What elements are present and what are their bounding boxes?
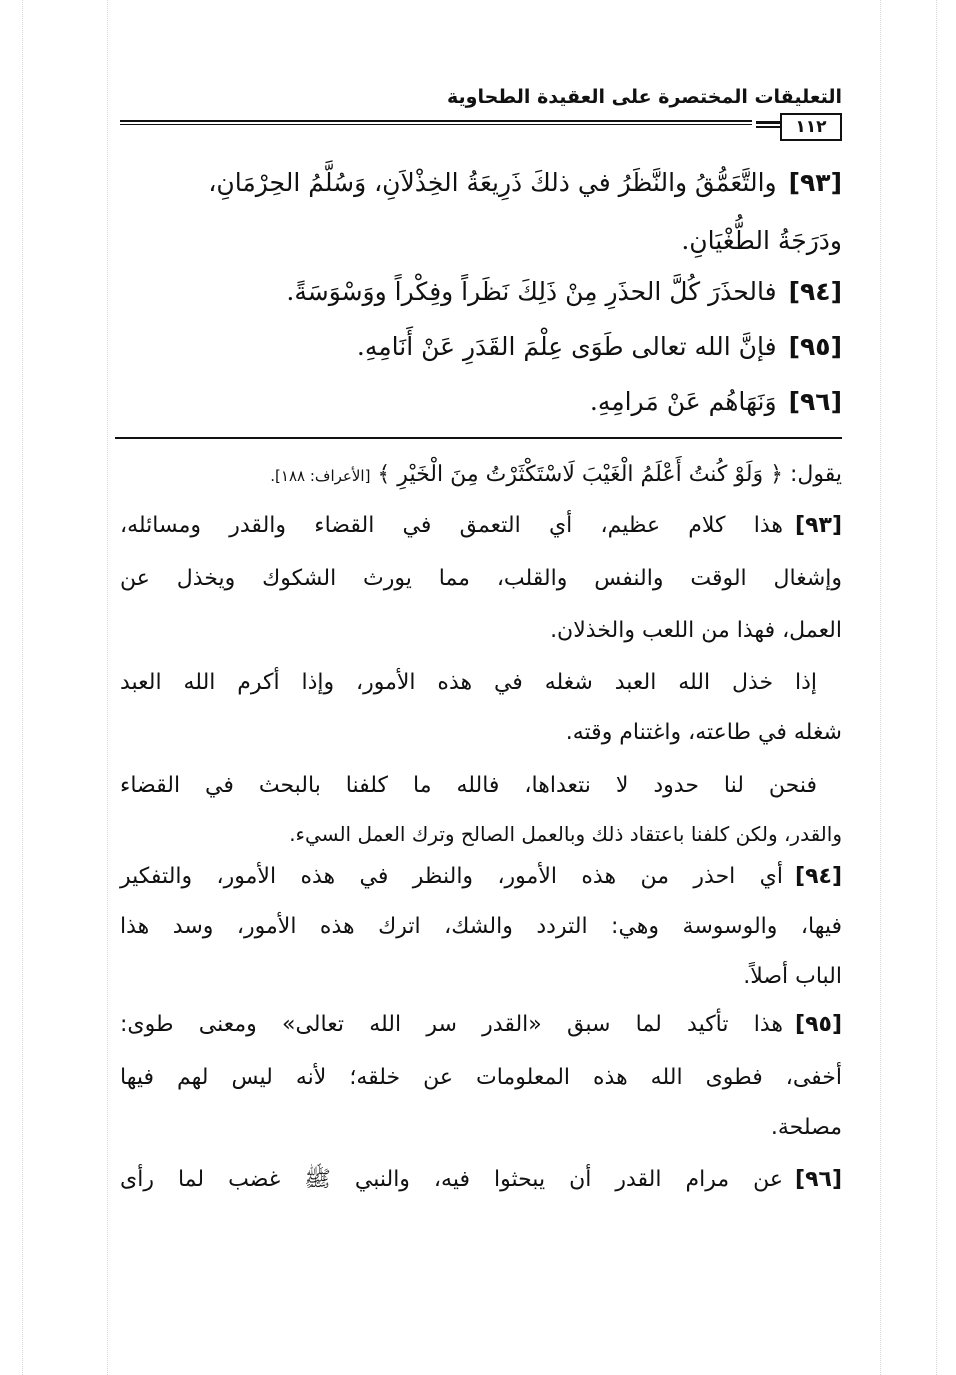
- commentary-line: فيها، والوسوسة وهي: التردد والشك، اترك هذه الأمور، وسد هذا: [120, 914, 842, 939]
- paragraph-number: [٩٣]: [795, 513, 842, 538]
- commentary-line: العمل، فهذا من اللعب والخذلان.: [550, 618, 842, 643]
- commentary-line: أخفى، فطوى الله هذه المعلومات عن خلقه؛ لأنه ليس لهم فيها: [120, 1065, 842, 1090]
- commentary-line: إذا خذل الله العبد شغله في هذه الأمور، وإذا أكرم الله العبد: [120, 670, 817, 695]
- matn-line: [٩٣]والتَّعَمُّقُ والنَّظَرُ في ذلكَ ذَرِيعَةُ الخِذْلاَنِ، وَسُلَّمُ الحِرْمَانِ،: [208, 168, 842, 197]
- paragraph-number: [٩٦]: [795, 1167, 842, 1192]
- paragraph-number: [٩٥]: [795, 1012, 842, 1037]
- scan-guide-line: [107, 0, 108, 1375]
- paragraph-number: [٩٣]: [788, 168, 842, 197]
- paragraph-number: [٩٤]: [795, 864, 842, 889]
- commentary-line: وإشغال الوقت والنفس والقلب، مما يورث الشكوك ويخذل عن: [120, 566, 842, 591]
- commentary-line: [٩٤]أي احذر من هذه الأمور، والنظر في هذه الأمور، والتفكير: [120, 864, 842, 889]
- scan-guide-line: [22, 0, 23, 1375]
- matn-line: [٩٦]وَنَهَاهُم عَنْ مَرامِهِ.: [589, 387, 842, 416]
- commentary-section: [120, 458, 842, 1358]
- scan-guide-line: [880, 0, 881, 1375]
- matn-line: ودَرَجَةُ الطُّغْيَانِ.: [681, 226, 842, 255]
- matn-section: [120, 160, 842, 430]
- header-rule: [120, 120, 752, 125]
- matn-line: [٩٤]فالحذَرَ كُلَّ الحذَرِ مِنْ ذَلِكَ نَظَراً وفِكْراً ووَسْوَسَةً.: [286, 277, 842, 306]
- header-dash: [756, 121, 780, 128]
- paragraph-number: [٩٦]: [788, 387, 842, 416]
- commentary-line: [٩٣]هذا كلام عظيم، أي التعمق في القضاء والقدر ومسائله،: [120, 513, 842, 538]
- commentary-line: الباب أصلاً.: [743, 964, 842, 989]
- paragraph-number: [٩٥]: [788, 332, 842, 361]
- commentary-line: فنحن لنا حدود لا نتعداها، فالله ما كلفنا بالبحث في القضاء: [120, 773, 817, 798]
- paragraph-number: [٩٤]: [788, 277, 842, 306]
- verse-reference: [الأعراف: ١٨٨].: [270, 467, 371, 485]
- quran-verse: ﴿ وَلَوْ كُنتُ أَعْلَمُ الْغَيْبَ لَاسْتَكْثَرْتُ مِنَ الْخَيْرِ ﴾: [377, 462, 783, 487]
- matn-line: [٩٥]فإنَّ الله تعالى طَوَى عِلْمَ القَدَرِ عَنْ أَنَامِهِ.: [356, 332, 842, 361]
- commentary-line: مصلحة.: [770, 1115, 842, 1140]
- commentary-line: شغله في طاعته، واغتنام وقته.: [565, 720, 842, 745]
- commentary-line: والقدر، ولكن كلفنا باعتقاد ذلك وبالعمل الصالح وترك العمل السيء.: [289, 822, 842, 846]
- running-header: [120, 82, 842, 142]
- commentary-line: [٩٥]هذا تأكيد لما سبق «القدر سر الله تعالى» ومعنى طوى:: [120, 1012, 842, 1037]
- section-separator: [115, 437, 842, 439]
- scan-guide-line: [936, 0, 937, 1375]
- book-title: التعليقات المختصرة على العقيدة الطحاوية: [447, 86, 842, 108]
- quran-quote-line: يقول: ﴿ وَلَوْ كُنتُ أَعْلَمُ الْغَيْبَ لَاسْتَكْثَرْتُ مِنَ الْخَيْرِ ﴾ [الأعراف: ١٨٨].: [270, 462, 842, 487]
- commentary-line: [٩٦]عن مرام القدر أن يبحثوا فيه، والنبي ﷺ غضب لما رأى: [120, 1167, 842, 1192]
- page-number: ١١٢: [780, 113, 842, 141]
